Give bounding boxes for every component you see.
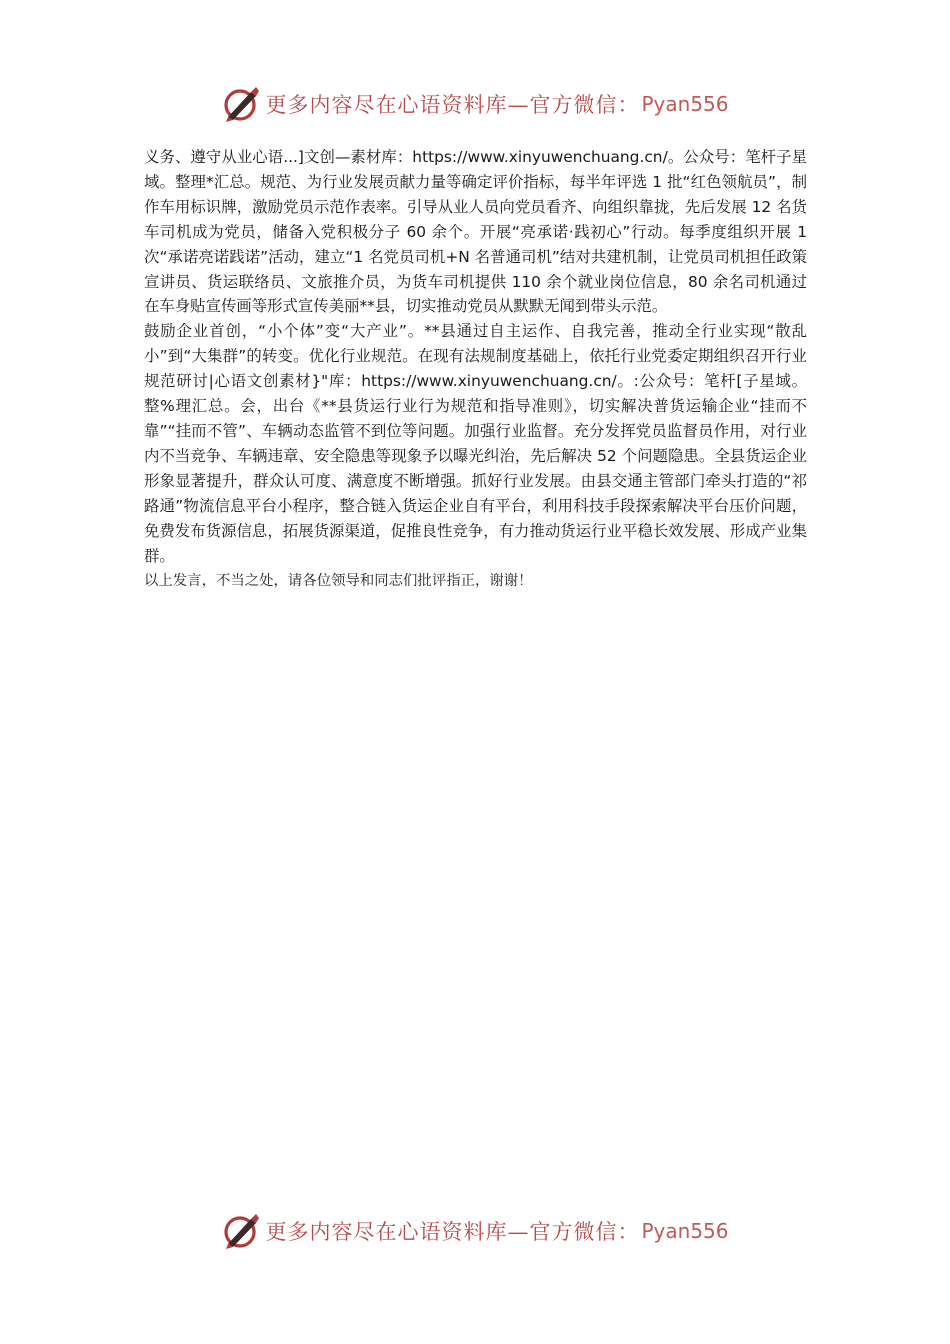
header-banner <box>0 82 950 126</box>
pen-logo-icon <box>221 84 261 124</box>
footer-banner <box>0 1209 950 1253</box>
banner-wechat-id: Pyan556 <box>641 92 729 116</box>
banner-text: 更多内容尽在心语资料库—官方微信： <box>265 1220 640 1244</box>
banner-wechat-id: Pyan556 <box>641 1219 729 1243</box>
banner-text: 更多内容尽在心语资料库—官方微信： <box>265 93 640 117</box>
body-paragraph-1: 义务、遵守从业心语...]文创—素材库：https://www.xinyuwenchuang.cn/。公众号：笔杆子星域。整理*汇总。规范、为行业发展贡献力量等确定评价指标，每半年评选 1 批“红色领航员”，制作车用标识牌，激励党员示范作表率。引导从业人员向党员看齐、向组织靠拢，先后发展 12 名货车司机成为党员，储备入党积极分子 60 余个。开展“亮承诺·践初心”行动。每季度组织开展 1 次“承诺亮诺践诺”活动，建立“1 名党员司机+N 名普通司机”结对共建机制，让党员司机担任政策宣讲员、货运联络员、文旅推介员，为货车司机提供 110 余个就业岗位信息，80 余名司机通过在车身贴宣传画等形式宣传美丽**县，切实推动党员从默默无闻到带头示范。 <box>144 148 807 316</box>
closing-remark: 以上发言，不当之处，请各位领导和同志们批评指正，谢谢！ <box>144 573 533 590</box>
pen-logo-icon <box>221 1211 261 1251</box>
body-paragraph-2: 鼓励企业首创，“小个体”变“大产业”。**县通过自主运作、自我完善，推动全行业实现“散乱小”到“大集群”的转变。优化行业规范。在现有法规制度基础上，依托行业党委定期组织召开行业规范研讨|心语文创素材}"库：https://www.xinyuwenchuang.cn/。:公众号：笔杆[子星域。整%理汇总。会，出台《**县货运行业行为规范和指导准则》，切实解决普货运输企业“挂而不靠”“挂而不管”、车辆动态监管不到位等问题。加强行业监督。充分发挥党员监督员作用，对行业内不当竞争、车辆违章、安全隐患等现象予以曝光纠治，先后解决 52 个问题隐患。全县货运企业形象显著提升，群众认可度、满意度不断增强。抓好行业发展。由县交通主管部门牵头打造的“祁路通”物流信息平台小程序，整合链入货运企业自有平台，利用科技手段探索解决平台压价问题，免费发布货源信息，拓展货源渠道，促推良性竞争，有力推动货运行业平稳长效发展、形成产业集群。 <box>144 322 807 565</box>
document-body <box>144 145 807 594</box>
